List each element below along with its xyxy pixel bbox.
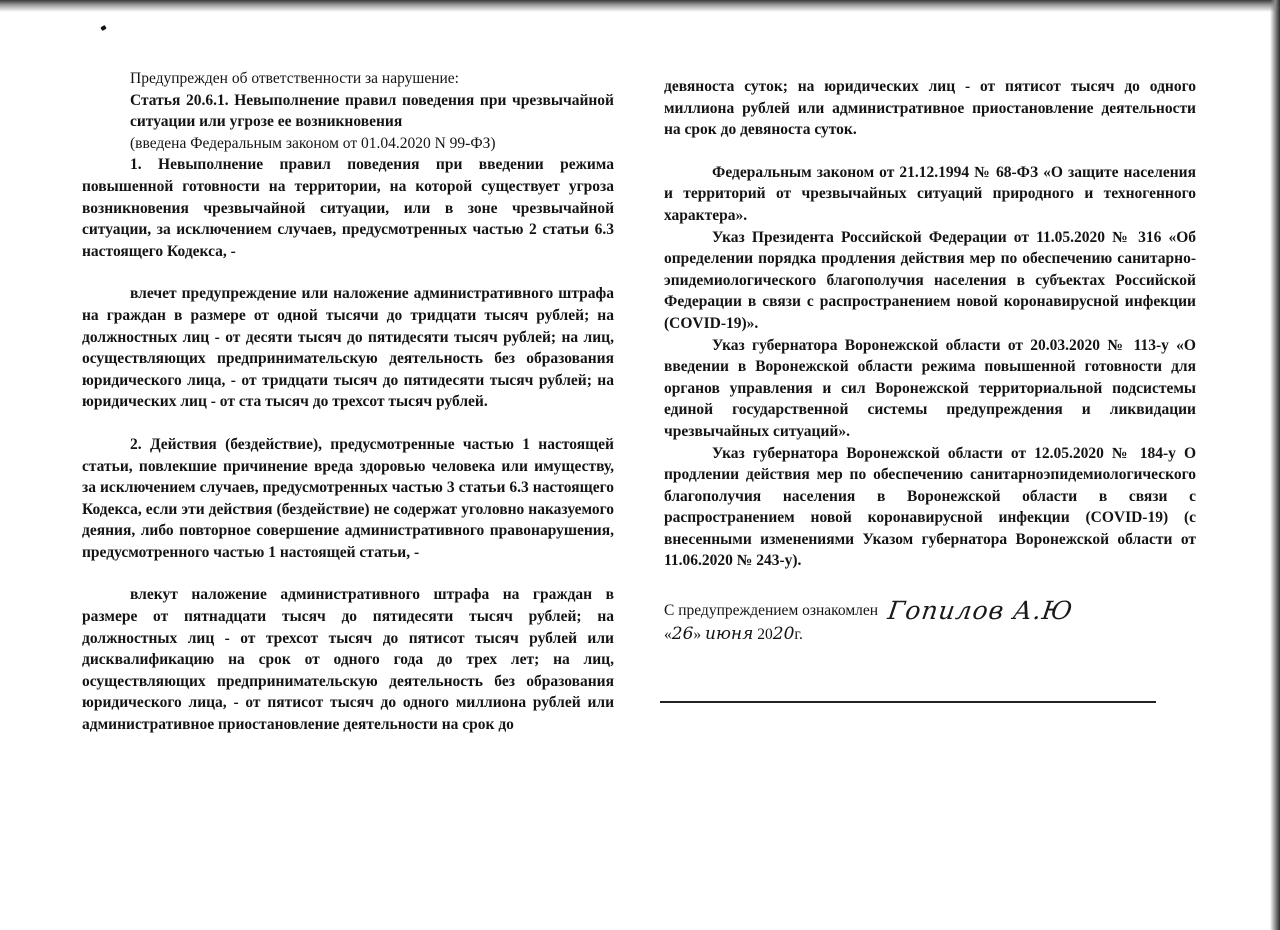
scan-edge-top xyxy=(0,0,1280,12)
presidential-decree-reference: Указ Президента Российской Федерации от 11.05.2020 № 316 «Об определении порядка продления действия мер по обеспечению санитарно-эпидемиологического благополучия населения в субъектах Российской Федерации в связи с распространением новой коронавирусной инфекции (COVID-19)». xyxy=(664,228,1196,332)
right-column xyxy=(664,76,1196,645)
date-quote-open: « xyxy=(664,625,672,643)
article-introduced-note: (введена Федеральным законом от 01.04.2020 N 99-ФЗ) xyxy=(130,134,496,152)
acquainted-label: С предупреждением ознакомлен xyxy=(664,602,879,620)
date-suffix: г. xyxy=(794,625,803,643)
handwritten-signature: Гопилов А.Ю xyxy=(886,596,1076,626)
scan-speck xyxy=(100,25,106,31)
date-year-suffix: 20 xyxy=(772,623,795,644)
acquaintance-row xyxy=(664,596,1196,626)
date-day: 26 xyxy=(671,623,694,644)
article-part-2: 2. Действия (бездействие), предусмотренные частью 1 настоящей статьи, повлекшие причинение вреда здоровью человека или имуществу, за исключением случаев, предусмотренных частью 3 статьи 6.3 настоящего Кодекса, если эти действия (бездействие) не содержат уголовно наказуемого деяния, либо повторное совершение административного правонарушения, предусмотренного частью 1 настоящей статьи, - xyxy=(82,435,614,561)
article-part-1: 1. Невыполнение правил поведения при введении режима повышенной готовности на территории, на которой существует угроза возникновения чрезвычайной ситуации, или в зоне чрезвычайной ситуации, за исключением случаев, предусмотренных частью 2 статьи 6.3 настоящего Кодекса, - xyxy=(82,156,614,260)
warning-heading: Предупрежден об ответственности за нарушение: xyxy=(130,70,459,87)
federal-law-reference: Федеральным законом от 21.12.1994 № 68-ФЗ «О защите населения и территорий от чрезвычайных ситуаций природного и техногенного характера». xyxy=(664,163,1196,224)
article-penalty-1: влечет предупреждение или наложение административного штрафа на граждан в размере от одной тысячи до тридцати тысяч рублей; на должностных лиц - от десяти тысяч до пятидесяти тысяч рублей; на лиц, осуществляющих предпринимательскую деятельность без образования юридического лица, - от тридцати тысяч до пятидесяти тысяч рублей; на юридических лиц - от ста тысяч до трехсот тысяч рублей. xyxy=(82,285,614,411)
date-year-prefix: 20 xyxy=(757,625,773,643)
date-month: июня xyxy=(705,623,754,644)
signature-line xyxy=(660,701,1156,703)
signature-date xyxy=(664,624,1196,646)
governor-decree-113-reference: Указ губернатора Воронежской области от 20.03.2020 № 113-у «О введении в Воронежской области режима повышенной готовности для органов управления и сил Воронежской территориальной подсистемы единой государственной системы предупреждения и ликвидации чрезвычайных ситуаций». xyxy=(664,336,1196,440)
left-column xyxy=(82,68,614,736)
scan-edge-right xyxy=(1270,0,1280,930)
date-quote-close: » xyxy=(693,625,702,643)
article-title: Статья 20.6.1. Невыполнение правил поведения при чрезвычайной ситуации или угрозе ее возникновения xyxy=(130,91,614,131)
governor-decree-184-reference: Указ губернатора Воронежской области от 12.05.2020 № 184-у О продлении действия мер по обеспечению санитарноэпидемиологического благополучия населения в Воронежской области в связи с распространением новой коронавирусной инфекции (COVID-19) (с внесенными изменениями Указом губернатора Воронежской области от 11.06.2020 № 243-у). xyxy=(664,444,1196,570)
article-penalty-2: влекут наложение административного штрафа на граждан в размере от пятнадцати тысяч до пятидесяти тысяч рублей; на должностных лиц - от трехсот тысяч до пятисот тысяч рублей или дисквалификацию на срок от одного года до трех лет; на лиц, осуществляющих предпринимательскую деятельность без образования юридического лица, - от пятисот тысяч до одного миллиона рублей или административное приостановление деятельности на срок до xyxy=(82,586,614,734)
penalty-continuation: девяноста суток; на юридических лиц - от пятисот тысяч до одного миллиона рублей или административное приостановление деятельности на срок до девяноста суток. xyxy=(664,78,1196,139)
